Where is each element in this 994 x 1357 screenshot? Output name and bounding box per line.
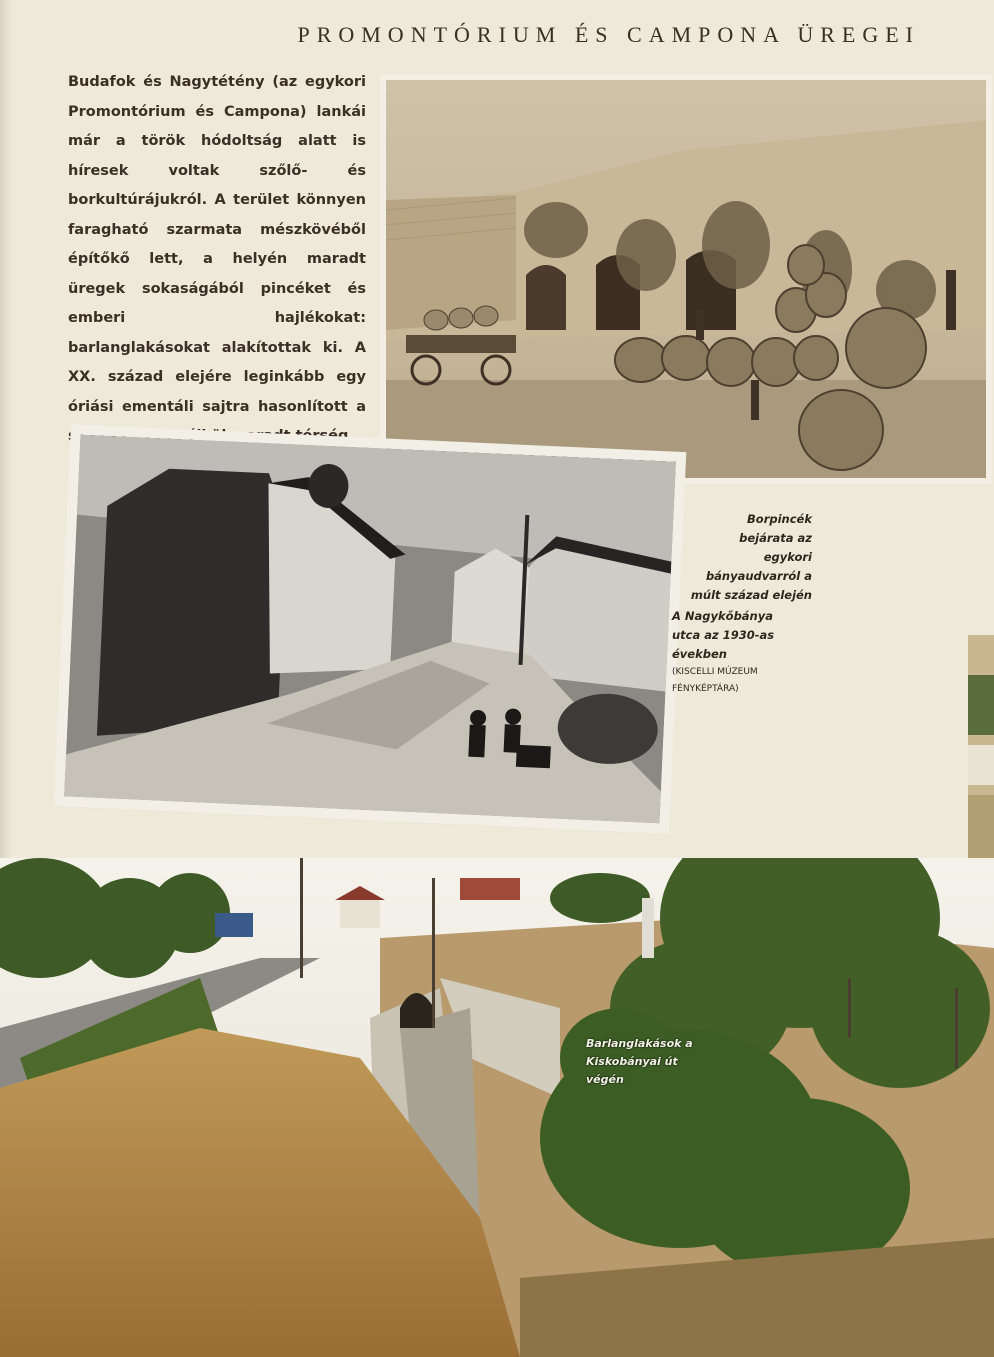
caption-street-source: (KISCELLI MÚZEUM FÉNYKÉPTÁRA) <box>672 667 758 694</box>
cave-dwellings-landscape-photo <box>0 858 994 1357</box>
wine-cellar-photo <box>386 80 986 478</box>
caption-cave-dwellings: Barlanglakások a Kiskobányai út végén <box>586 1037 693 1086</box>
page-title: PROMONTÓRIUM ÉS CAMPONA ÜREGEI <box>297 22 920 47</box>
caption-street <box>672 607 794 698</box>
caption-cellars: Borpincék bejárata az egykori bányaudvarról a múlt század elején <box>690 512 812 602</box>
intro-paragraph: Budafok és Nagytétény (az egykori Promontórium és Campona) lankái már a török hódoltság alatt is híresek voltak szőlő- és borkultúrájukról. A terület könnyen faragható szarmata mészkövéből építőkő lett, a helyén maradt üregek sokaságából pincéket és emberi hajlékokat: barlanglakásokat alakítottak ki. A XX. század elejére leginkább egy óriási ementáli sajtra hasonlított a szőlőskertek nélkül maradt térség. <box>68 74 366 444</box>
caption-street-text: A Nagykőbánya utca az 1930-as években <box>672 609 775 661</box>
street-photo-1930s <box>64 435 676 824</box>
